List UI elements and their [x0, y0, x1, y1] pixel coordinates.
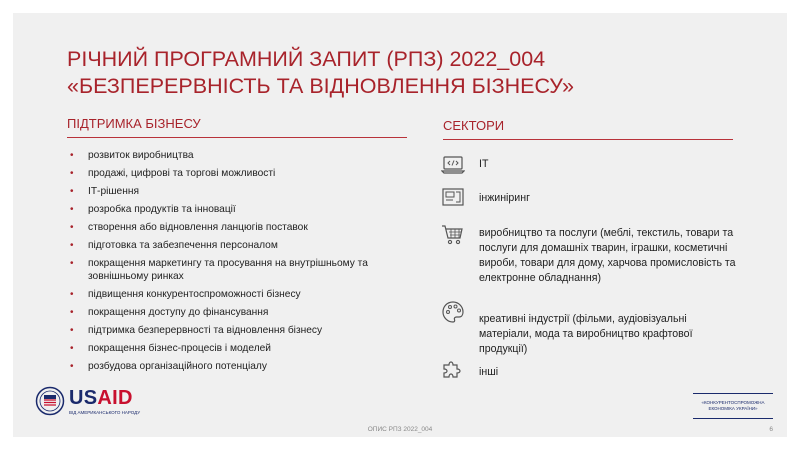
usaid-wordmark: USAID: [69, 387, 133, 409]
list-item: • покращення доступу до фінансування: [69, 306, 409, 319]
shopping-cart-icon: [441, 222, 465, 246]
blueprint-icon: [441, 185, 465, 209]
list-item: • ІТ-рішення: [69, 185, 409, 198]
list-item: • підтримка безперервності та відновлення бізнесу: [69, 324, 409, 337]
list-item: • розвиток виробництва: [69, 149, 409, 162]
sector-label: інжиніринг: [479, 192, 530, 204]
palette-icon: [441, 300, 465, 324]
sectors-heading: СЕКТОРИ: [443, 118, 733, 140]
slide: [13, 13, 787, 437]
usaid-logo: [35, 385, 155, 419]
usaid-tagline: ВІД АМЕРИКАНСЬКОГО НАРОДУ: [69, 410, 141, 415]
title-line-2: «БЕЗПЕРЕРВНІСТЬ ТА ВІДНОВЛЕННЯ БІЗНЕСУ»: [67, 74, 574, 98]
usaid-seal-icon: [35, 386, 65, 416]
support-heading: ПІДТРИМКА БІЗНЕСУ: [67, 116, 407, 138]
list-item: • підготовка та забезпечення персоналом: [69, 239, 409, 252]
list-item: • продажі, цифрові та торгові можливості: [69, 167, 409, 180]
list-item: • покращення бізнес-процесів і моделей: [69, 342, 409, 355]
list-item: • створення або відновлення ланцюгів поставок: [69, 221, 409, 234]
title-line-1: РІЧНИЙ ПРОГРАМНИЙ ЗАПИТ (РПЗ) 2022_004: [67, 47, 546, 71]
list-item: • розбудова організаційного потенціалу: [69, 360, 409, 373]
page-number: 6: [769, 426, 773, 433]
sector-label: інші: [479, 366, 499, 378]
list-item: • підвищення конкурентоспроможності бізнесу: [69, 288, 409, 301]
list-item: • покращення маркетингу та просування на внутрішньому та зовнішньому ринках: [69, 257, 409, 283]
sector-label: креативні індустрії (фільми, аудіовізуальні матеріали, мода та виробництво крафтової продукції): [479, 313, 693, 355]
puzzle-icon: [441, 357, 465, 381]
sector-label: виробництво та послуги (меблі, текстиль, товари та послуги для домашніх тварин, іграшки, косметичні вироби, товари для дому, харчова промисловість та електронне обладнання): [479, 227, 736, 284]
laptop-code-icon: [441, 153, 465, 177]
slide-title: [67, 46, 757, 100]
list-item: • розробка продуктів та інновації: [69, 203, 409, 216]
support-list: [69, 149, 409, 378]
footer-caption: ОПИС РПЗ 2022_004: [367, 426, 433, 433]
sector-label: ІТ: [479, 158, 489, 170]
cep-logo: «КОНКУРЕНТОСПРОМОЖНА ЕКОНОМІКА УКРАЇНИ»: [693, 393, 773, 419]
